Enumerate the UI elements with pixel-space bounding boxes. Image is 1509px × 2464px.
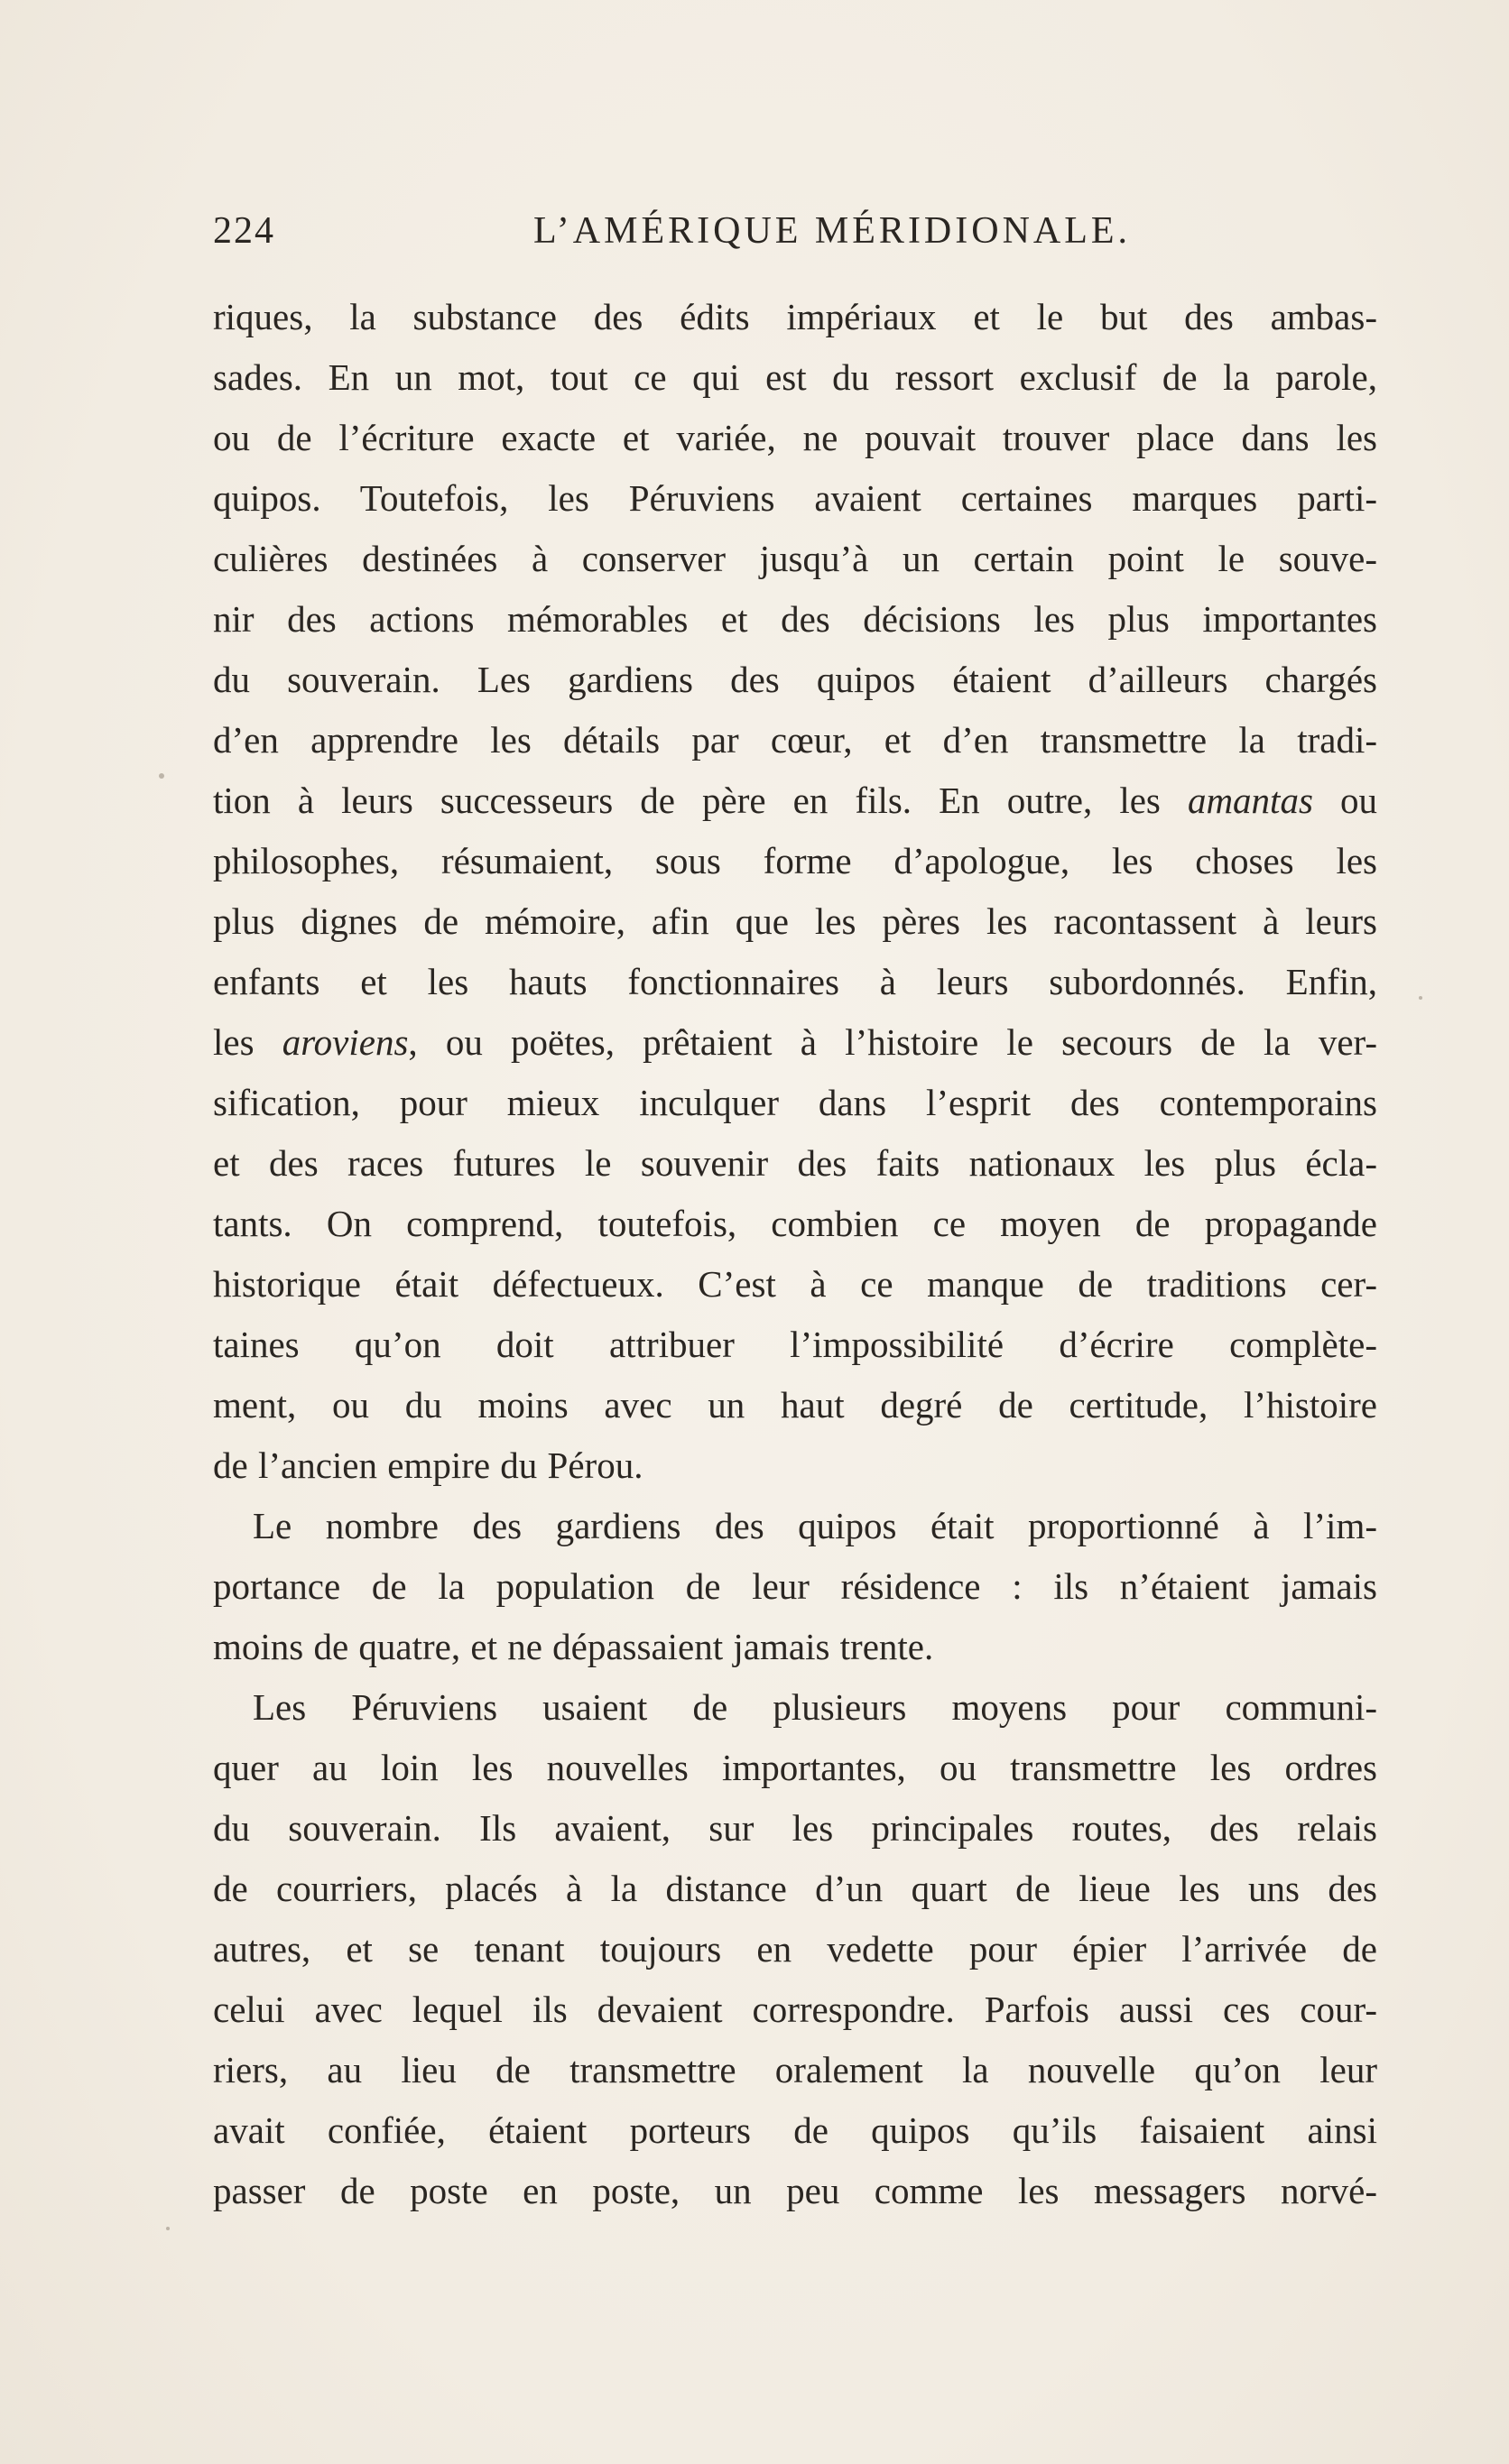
text-line: taines qu’on doit attribuer l’impossibilité d’écrire complète- [213, 1324, 1377, 1365]
text-line: et des races futures le souvenir des faits nationaux les plus écla- [213, 1142, 1377, 1184]
text-line: passer de poste en poste, un peu comme les messagers norvé- [213, 2170, 1377, 2211]
text-line: culières destinées à conserver jusqu’à un certain point le souve- [213, 538, 1377, 579]
text-line: Le nombre des gardiens des quipos était proportionné à l’im- [253, 1505, 1377, 1546]
text-line: tants. On comprend, toutefois, combien ce moyen de propagande [213, 1203, 1377, 1244]
text-line: autres, et se tenant toujours en vedette pour épier l’arrivée de [213, 1928, 1377, 1970]
text-line: portance de la population de leur résidence : ils n’étaient jamais [213, 1565, 1377, 1607]
text-line: quer au loin les nouvelles importantes, ou transmettre les ordres [213, 1747, 1377, 1788]
text-line: celui avec lequel ils devaient correspondre. Parfois aussi ces cour- [213, 1989, 1377, 2030]
text-line: quipos. Toutefois, les Péruviens avaient certaines marques parti- [213, 477, 1377, 519]
text-line: d’en apprendre les détails par cœur, et d’en transmettre la tradi- [213, 719, 1377, 761]
paper-speck [159, 773, 164, 779]
text-line [213, 771, 1377, 831]
text-line: moins de quatre, et ne dépassaient jamais trente. [213, 1626, 934, 1667]
italic-term-amantas: amantas [1187, 780, 1313, 821]
text-line: Les Péruviens usaient de plusieurs moyens pour communi- [253, 1686, 1377, 1728]
text-line: ou de l’écriture exacte et variée, ne pouvait trouver place dans les [213, 417, 1377, 458]
text-line: nir des actions mémorables et des décisions les plus importantes [213, 598, 1377, 640]
text-line: riques, la substance des édits impériaux et le but des ambas- [213, 296, 1377, 337]
italic-term-aroviens: aroviens [282, 1021, 409, 1063]
text-line: de l’ancien empire du Pérou. [213, 1444, 643, 1486]
text-segment: les [213, 1021, 282, 1063]
text-line: historique était défectueux. C’est à ce manque de traditions cer- [213, 1263, 1377, 1305]
page-number: 224 [213, 210, 275, 252]
text-line: philosophes, résumaient, sous forme d’apologue, les choses les [213, 840, 1377, 881]
text-line: avait confiée, étaient porteurs de quipos qu’ils faisaient ainsi [213, 2109, 1377, 2151]
text-line [213, 1012, 1377, 1073]
text-line: sification, pour mieux inculquer dans l’esprit des contemporains [213, 1082, 1377, 1123]
text-line: ment, ou du moins avec un haut degré de certitude, l’histoire [213, 1384, 1377, 1426]
text-line: plus dignes de mémoire, afin que les pères les racontassent à leurs [213, 900, 1377, 942]
text-line: sades. En un mot, tout ce qui est du ressort exclusif de la parole, [213, 356, 1377, 398]
text-line: enfants et les hauts fonctionnaires à leurs subordonnés. Enfin, [213, 961, 1377, 1002]
paper-speck [166, 2227, 170, 2230]
text-line: du souverain. Les gardiens des quipos étaient d’ailleurs chargés [213, 659, 1377, 700]
text-segment: , ou poëtes, prêtaient à l’histoire le secours de la ver- [408, 1021, 1377, 1063]
text-segment: ou [1312, 780, 1377, 821]
running-title: L’AMÉRIQUE MÉRIDIONALE. [533, 210, 1132, 252]
body-text [213, 287, 1377, 2221]
text-line: riers, au lieu de transmettre oralement la nouvelle qu’on leur [213, 2049, 1377, 2090]
paper-speck [1419, 996, 1422, 1000]
text-segment: tion à leurs successeurs de père en fils. En outre, les [213, 780, 1188, 821]
text-line: du souverain. Ils avaient, sur les principales routes, des relais [213, 1807, 1377, 1849]
page-header [213, 209, 1377, 263]
text-line: de courriers, placés à la distance d’un quart de lieue les uns des [213, 1868, 1377, 1909]
